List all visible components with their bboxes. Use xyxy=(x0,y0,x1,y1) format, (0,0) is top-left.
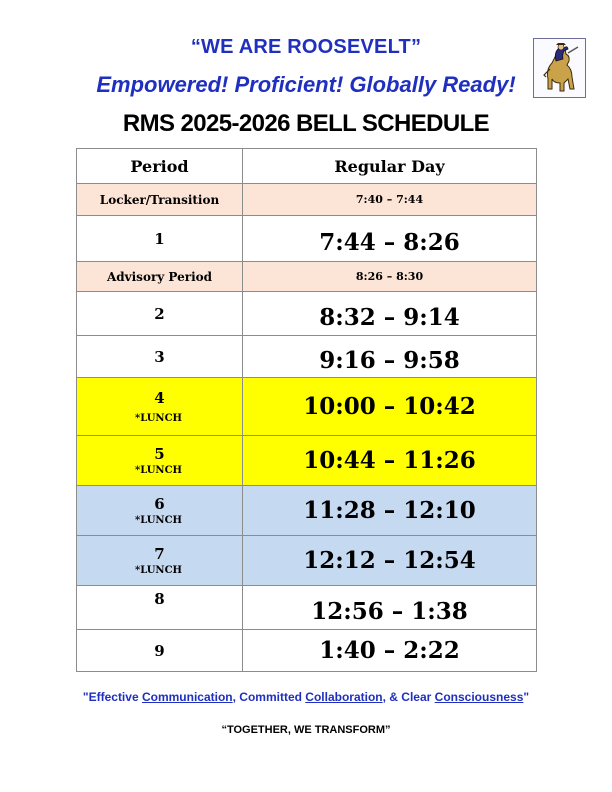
quote-close: " xyxy=(523,690,530,704)
quote-mid-1: , Committed xyxy=(232,690,306,704)
page-title: RMS 2025-2026 BELL SCHEDULE xyxy=(122,110,490,137)
lunch-note: *LUNCH xyxy=(135,565,182,576)
period-cell xyxy=(77,336,243,378)
column-header-regular-day: Regular Day xyxy=(243,149,537,184)
period-cell xyxy=(77,292,243,336)
time-cell: 8:32 – 9:14 xyxy=(243,292,537,336)
period-cell xyxy=(77,536,243,586)
period-number: 4 xyxy=(154,389,165,407)
school-tagline: Empowered! Proficient! Globally Ready! xyxy=(96,72,516,97)
lunch-note: *LUNCH xyxy=(135,515,182,526)
period-cell xyxy=(77,378,243,436)
period-number: 5 xyxy=(154,445,165,463)
time-cell: 7:40 – 7:44 xyxy=(243,184,537,216)
period-cell xyxy=(77,216,243,262)
value-collaboration: Collaboration xyxy=(305,690,383,704)
bell-schedule-table xyxy=(76,148,537,672)
table-row xyxy=(77,436,537,486)
time-cell: 11:28 – 12:10 xyxy=(243,486,537,536)
period-cell: Advisory Period xyxy=(77,262,243,292)
closing-motto: “TOGETHER, WE TRANSFORM” xyxy=(221,724,391,736)
table-row xyxy=(77,536,537,586)
lunch-note: *LUNCH xyxy=(135,465,182,476)
period-number: 6 xyxy=(154,495,165,513)
values-statement xyxy=(0,690,612,704)
table-row xyxy=(77,586,537,630)
table-header-row xyxy=(77,149,537,184)
table-row xyxy=(77,630,537,672)
value-communication: Communication xyxy=(141,690,233,704)
time-cell: 12:12 – 12:54 xyxy=(243,536,537,586)
period-number: 3 xyxy=(154,347,165,366)
time-cell: 9:16 – 9:58 xyxy=(243,336,537,378)
time-cell: 8:26 – 8:30 xyxy=(243,262,537,292)
period-cell xyxy=(77,436,243,486)
period-cell xyxy=(77,486,243,536)
period-number: 8 xyxy=(154,590,165,608)
period-cell: Locker/Transition xyxy=(77,184,243,216)
rough-rider-mascot-icon xyxy=(533,38,586,98)
time-cell: 7:44 – 8:26 xyxy=(243,216,537,262)
time-cell: 12:56 – 1:38 xyxy=(243,586,537,630)
table-row xyxy=(77,184,537,216)
table-row xyxy=(77,486,537,536)
time-cell: 10:44 – 11:26 xyxy=(243,436,537,486)
time-cell: 1:40 – 2:22 xyxy=(243,630,537,672)
quote-mid-2: , & Clear xyxy=(382,690,435,704)
table-row xyxy=(77,336,537,378)
school-motto: “WE ARE ROOSEVELT” xyxy=(190,36,422,58)
period-number: 2 xyxy=(154,304,165,323)
period-number: 7 xyxy=(154,545,165,563)
table-row xyxy=(77,292,537,336)
table-row xyxy=(77,262,537,292)
time-cell: 10:00 – 10:42 xyxy=(243,378,537,436)
period-cell xyxy=(77,586,243,630)
value-consciousness: Consciousness xyxy=(434,690,524,704)
period-number: 1 xyxy=(154,229,165,248)
table-row xyxy=(77,216,537,262)
lunch-note: *LUNCH xyxy=(135,413,182,424)
quote-open: "Effective xyxy=(82,690,142,704)
column-header-period: Period xyxy=(77,149,243,184)
table-row xyxy=(77,378,537,436)
period-number: 9 xyxy=(154,641,165,660)
period-cell xyxy=(77,630,243,672)
